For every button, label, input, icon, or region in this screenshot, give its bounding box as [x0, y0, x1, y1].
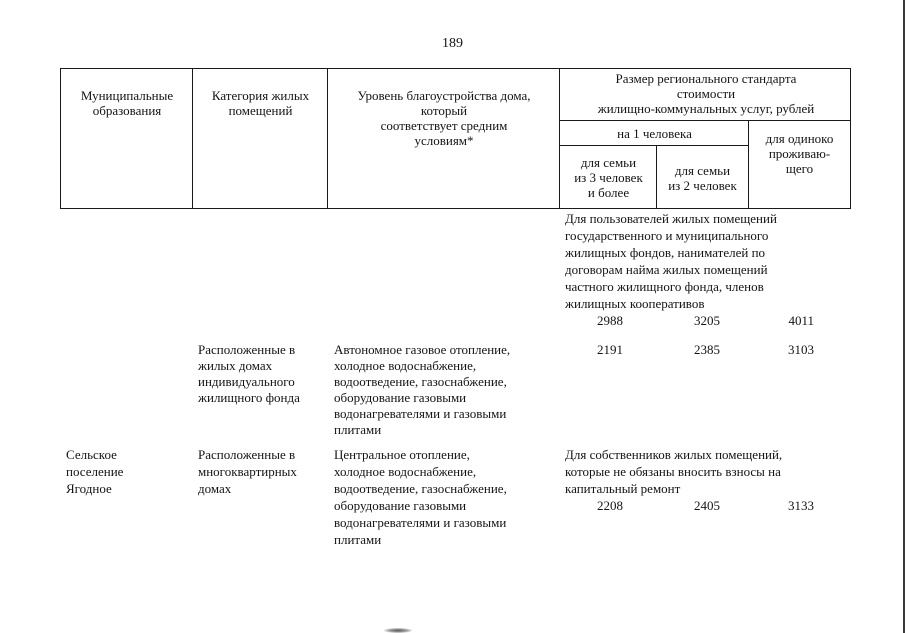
header-amenity-line-4: условиям* — [414, 133, 474, 148]
block1-note-line-6: жилищных кооперативов — [565, 296, 705, 311]
block3-note — [565, 446, 865, 497]
block3-amenity-line-1: Центральное отопление, — [334, 447, 470, 462]
block2-category-line-3: индивидуального — [198, 374, 295, 389]
header-row-divider-1 — [559, 120, 851, 121]
header-col-divider-1 — [192, 68, 193, 209]
header-family-2-line-2: из 2 человек — [668, 178, 737, 193]
block3-amenity-line-2: холодное водоснабжение, — [334, 464, 477, 479]
block3-category — [198, 446, 328, 497]
header-single — [749, 131, 850, 176]
header-family-3-line-1: для семьи — [580, 155, 637, 170]
block2-amenity-line-3: водоотведение, газоснабжение, — [334, 374, 507, 389]
block3-category-line-2: многоквартирных — [198, 464, 297, 479]
block2-amenity-line-2: холодное водоснабжение, — [334, 358, 477, 373]
block3-note-line-2: которые не обязаны вносить взносы на — [565, 464, 781, 479]
header-col-divider-3 — [559, 68, 560, 209]
block2-category-line-2: жилых домах — [198, 358, 273, 373]
block3-municipality-line-2: поселение — [66, 464, 124, 479]
block3-municipality-line-3: Ягодное — [66, 481, 112, 496]
block1-note-line-5: частного жилищного фонда, членов — [565, 279, 764, 294]
header-amenity-line-2: который — [420, 103, 468, 118]
header-family-2 — [657, 163, 748, 193]
header-standard-line-2: стоимости — [676, 86, 736, 101]
block3-municipality — [66, 446, 191, 497]
block2-amenity-line-1: Автономное газовое отопление, — [334, 342, 511, 357]
header-category — [194, 88, 327, 118]
header-amenity-line-3: соответствует средним — [380, 118, 508, 133]
block2-amenity-line-4: оборудование газовыми — [334, 390, 467, 405]
block3-value-family-2: 2405 — [694, 498, 720, 513]
block1-note-line-4: договорам найма жилых помещений — [565, 262, 768, 277]
header-row-divider-2 — [559, 145, 748, 146]
block3-category-line-1: Расположенные в — [198, 447, 296, 462]
header-family-3 — [561, 155, 656, 200]
block3-value-family-3: 2208 — [597, 498, 623, 513]
header-per-person — [561, 126, 748, 141]
block3-amenity-line-5: водонагревателями и газовыми — [334, 515, 507, 530]
block1-note-line-1: Для пользователей жилых помещений — [565, 211, 777, 226]
scan-smudge — [384, 628, 412, 633]
block1-note-line-3: жилищных фондов, нанимателей по — [565, 245, 766, 260]
header-single-line-2: проживаю- — [768, 146, 831, 161]
block3-amenity-line-3: водоотведение, газоснабжение, — [334, 481, 507, 496]
block1-value-family-2: 3205 — [694, 313, 720, 328]
block3-amenity-line-4: оборудование газовыми — [334, 498, 467, 513]
page-number: 189 — [442, 36, 463, 51]
header-municipality-text: Муниципальные образования — [80, 88, 174, 118]
block2-value-family-2: 2385 — [694, 342, 720, 357]
header-per-person-text: на 1 человека — [617, 126, 692, 141]
block2-amenity-line-6: плитами — [334, 422, 382, 437]
block1-value-single: 4011 — [788, 313, 814, 328]
block2-category — [198, 342, 328, 406]
header-standard-line-1: Размер регионального стандарта — [615, 71, 797, 86]
header-single-line-1: для одиноко — [765, 131, 834, 146]
header-single-line-3: щего — [785, 161, 814, 176]
block3-note-line-1: Для собственников жилых помещений, — [565, 447, 783, 462]
block3-category-line-3: домах — [198, 481, 232, 496]
block1-note — [565, 210, 865, 312]
block1-value-family-3: 2988 — [597, 313, 623, 328]
block2-category-line-4: жилищного фонда — [198, 390, 300, 405]
block2-amenity-level — [334, 342, 559, 438]
block3-note-line-3: капитальный ремонт — [565, 481, 681, 496]
header-family-2-line-1: для семьи — [674, 163, 731, 178]
block2-amenity-line-5: водонагревателями и газовыми — [334, 406, 507, 421]
header-standard-size — [561, 71, 851, 116]
header-family-3-line-2: из 3 человек — [574, 170, 643, 185]
block3-amenity-line-6: плитами — [334, 532, 382, 547]
block2-value-single: 3103 — [788, 342, 814, 357]
block1-note-line-2: государственного и муниципального — [565, 228, 769, 243]
header-category-text: Категория жилых помещений — [211, 88, 310, 118]
block3-amenity-level — [334, 446, 559, 548]
block3-municipality-line-1: Сельское — [66, 447, 117, 462]
header-col-divider-2 — [327, 68, 328, 209]
header-municipality — [62, 88, 192, 118]
block3-value-single: 3133 — [788, 498, 814, 513]
header-standard-line-3: жилищно-коммунальных услуг, рублей — [597, 101, 815, 116]
block2-value-family-3: 2191 — [597, 342, 623, 357]
header-family-3-line-3: и более — [587, 185, 630, 200]
block2-category-line-1: Расположенные в — [198, 342, 296, 357]
header-amenity-level — [329, 88, 559, 148]
header-amenity-line-1: Уровень благоустройства дома, — [357, 88, 531, 103]
